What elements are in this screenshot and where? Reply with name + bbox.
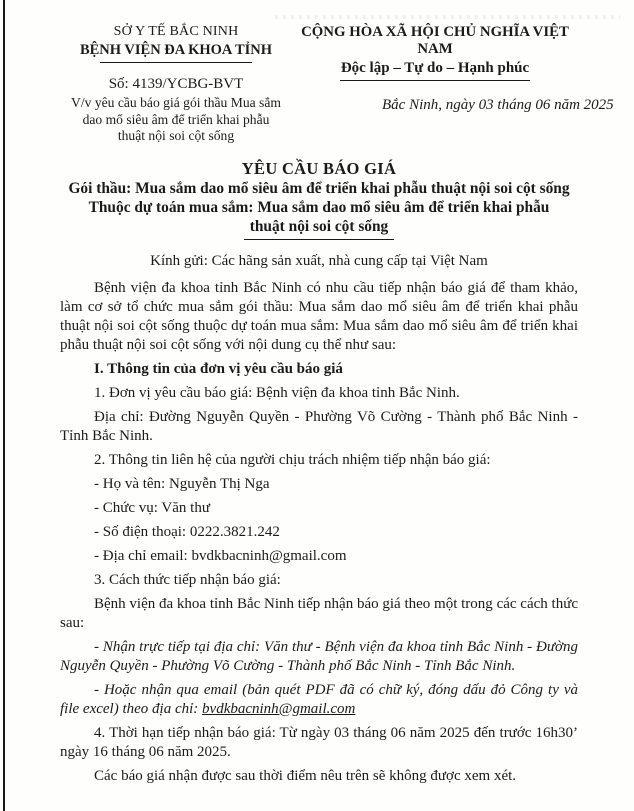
motto-underline-rule (340, 80, 530, 81)
title-package-line: Gói thầu: Mua sắm dao mổ siêu âm để triển khai phẫu thuật nội soi cột sống (68, 179, 570, 197)
email-address: bvdkbacninh@gmail.com (202, 700, 356, 717)
salutation-line: Kính gửi: Các hãng sản xuất, nhà cung cấp tại Việt Nam (150, 252, 488, 269)
place-date-line: Bắc Ninh, ngày 03 tháng 06 năm 2025 (382, 97, 614, 113)
document-body (60, 279, 578, 786)
national-title: CỘNG HÒA XÃ HỘI CHỦ NGHĨA VIỆT NAM (301, 24, 569, 57)
title-underlined-text: thuật nội soi cột sống (244, 217, 395, 240)
issuing-org-block (60, 24, 292, 145)
title-budget-line-underlined (60, 217, 578, 240)
item-3-method-heading: 3. Cách thức tiếp nhận báo giá: (94, 571, 281, 588)
document-title-block (60, 159, 578, 270)
intro-paragraph: Bệnh viện đa khoa tỉnh Bắc Ninh có nhu cầu tiếp nhận báo giá để tham khảo, làm cơ sở tổ chức mua sắm gói thầu: Mua sắm dao mổ siêu âm để triển khai phẫu thuật nội soi cột sống thuộc dự toán mua sắm: Mua sắm dao mổ siêu âm để triển khai phẫu thuật nội soi cột sống với nội dung cụ thể như sau: (60, 279, 578, 353)
unit-address: Địa chỉ: Đường Nguyễn Quyền - Phường Võ Cường - Thành phố Bắc Ninh - Tỉnh Bắc Ninh. (60, 408, 578, 444)
item-1-requesting-unit: 1. Đơn vị yêu cầu báo giá: Bệnh viện đa khoa tỉnh Bắc Ninh. (94, 384, 460, 401)
contact-phone: - Số điện thoại: 0222.3821.242 (94, 523, 280, 540)
document-subject: V/v yêu cầu báo giá gói thầu Mua sắm dao mổ siêu âm để triển khai phẫu thuật nội soi cột sống (71, 95, 281, 143)
contact-title: - Chức vụ: Văn thư (94, 499, 210, 516)
scan-edge-line (3, 0, 5, 811)
org-underline-rule (100, 62, 252, 63)
method-direct: - Nhận trực tiếp tại địa chỉ: Văn thư - Bệnh viện đa khoa tỉnh Bắc Ninh - Đường Nguyễn Quyền - Phường Võ Cường - Thành phố Bắc Ninh - Tỉnh Bắc Ninh. (60, 638, 578, 674)
method-intro: Bệnh viện đa khoa tỉnh Bắc Ninh tiếp nhận báo giá theo một trong các cách thức sau: (60, 595, 578, 631)
national-motto: Độc lập – Tự do – Hạnh phúc (340, 60, 530, 76)
section-1-heading: I. Thông tin của đơn vị yêu cầu báo giá (94, 360, 343, 377)
item-2-contact-heading: 2. Thông tin liên hệ của người chịu trách nhiệm tiếp nhận báo giá: (94, 451, 491, 468)
document-header (60, 24, 614, 145)
document-title: YÊU CẦU BÁO GIÁ (241, 158, 397, 178)
national-motto-block (292, 24, 614, 145)
scan-noise-artifact (275, 15, 620, 19)
document-number: Số: 4139/YCBG-BVT (108, 76, 244, 92)
org-name: BỆNH VIỆN ĐA KHOA TỈNH (79, 42, 273, 58)
parent-org-name: SỞ Y TẾ BẮC NINH (113, 24, 239, 39)
method-email-text: - Hoặc nhận qua email (bản quét PDF đã có chữ ký, đóng dấu đỏ Công ty và file excel) theo địa chỉ: (60, 681, 578, 717)
contact-name: - Họ và tên: Nguyễn Thị Nga (94, 475, 270, 492)
closing-note: Các báo giá nhận được sau thời điểm nêu trên sẽ không được xem xét. (94, 767, 517, 784)
contact-email: - Địa chỉ email: bvdkbacninh@gmail.com (94, 547, 347, 564)
method-email (60, 681, 578, 719)
item-4-deadline: 4. Thời hạn tiếp nhận báo giá: Từ ngày 03 tháng 06 năm 2025 đến trước 16h30’ ngày 16 tháng 06 năm 2025. (60, 724, 578, 760)
title-budget-line: Thuộc dự toán mua sắm: Mua sắm dao mổ siêu âm để triển khai phẫu (88, 198, 550, 216)
document-content (60, 24, 614, 786)
